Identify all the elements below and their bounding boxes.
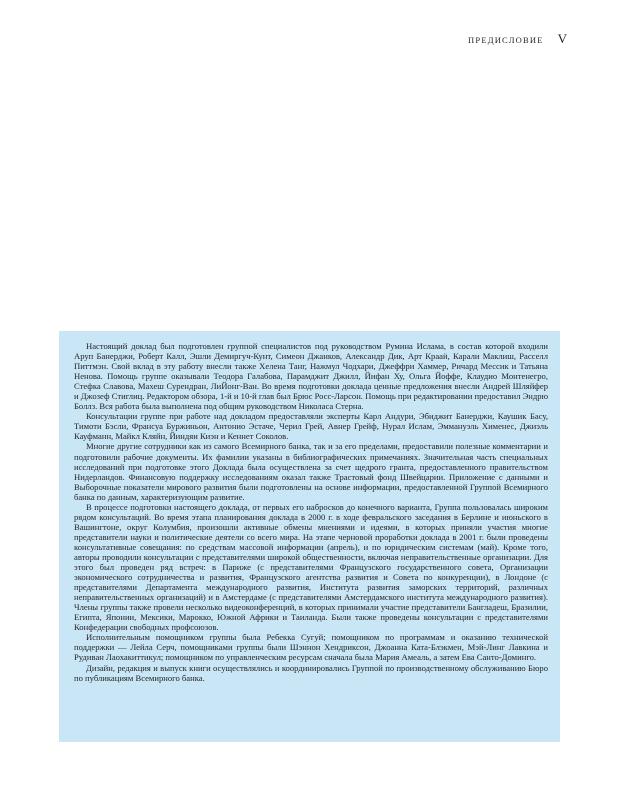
acknowledgements-box xyxy=(59,331,560,742)
acknowledgements-paragraph: Дизайн, редакция и выпуск книги осуществлялись и координировались Группой по производственному обслуживанию Бюро по публикациям Всемирного банка. xyxy=(74,662,548,683)
section-title: ПРЕДИСЛОВИЕ xyxy=(468,35,544,45)
acknowledgements-paragraph: Многие другие сотрудники как из самого Всемирного банка, так и за его пределами, предоставили полезные комментарии и подготовили рабочие документы. Их фамилии указаны в библиографических примечаниях. Значительная часть специальных исследований при подготовке этого Доклада была осуществлена за счет щедрого гранта, предоставленного правительством Нидерландов. Финансовую поддержку исследованиям оказал также Трастовый фонд Швейцарии. Приложение с данными и Выборочные показатели мирового развития были подготовлены на основе информации, предоставленной Группой Всемирного банка по данным, характеризующим развитие. xyxy=(74,441,548,502)
acknowledgements-paragraph: В процессе подготовки настоящего доклада, от первых его набросков до конечного варианта, Группа пользовалась широким рядом консультаций. Во время этапа планирования доклада в 2000 г. в ходе февральского заседания в Берлине и июньского в Вашингтоне, округ Колумбия, произошли активные обмены мнениями и идеями, в которых приняли участия многие представители науки и политические деятели со всего мира. На этапе черновой проработки доклада в 2001 г. были проведены консультативные совещания: по средствам массовой информации (апрель), и по юридическим системам (май). Кроме того, авторы проводили консультации с представителями широкой общественности, включая неправительственные организации. Для этого был проведен ряд встреч: в Париже (с представителями Французского государственного совета, Организации экономического сотрудничества и развития, Французского агентства развития и Совета по конкуренции), в Лондоне (с представителями Департамента международного развития, Института развития заморских территорий, различных неправительственных организаций) и в Амстердаме (с представителями Амстердамского института международного развития). Члены группы также провели несколько видеоконференций, в которых принимали участие представители Бангладеш, Бразилии, Египта, Японии, Мексики, Марокко, Южной Африки и Таиланда. Были также проведены консультации с представителями Конфедерации свободных профсоюзов. xyxy=(74,501,548,633)
page-number: V xyxy=(557,31,567,46)
acknowledgements-paragraph: Консультации группе при работе над докладом предоставляли эксперты Карл Андури, Эбиджит Банерджи, Каушик Басу, Тимоти Бэсли, Франсуа Буржиньон, Антонио Эстаче, Черил Грей, Авнер Грейф, Нурал Ислам, Эммануэль Хименес, Джиэль Кауфманн, Майкл Кляйн, Йиндяи Киэн и Кеннет Соколов. xyxy=(74,411,548,442)
acknowledgements-paragraph: Исполнительным помощником группы была Ребекка Сугуй; помощником по программам и оказанию технической поддержки — Лейла Серч, помощниками группы были Шэннон Хендриксон, Джоанна Ката-Блэкмен, Мэй-Линг Лавкина и Рудиван Лаохакиттикул; помощником по управленческим ресурсам сначала была Мария Амеаль, а затем Ева Санто-Доминго. xyxy=(74,632,548,663)
running-head xyxy=(468,31,567,47)
acknowledgements-paragraph: Настоящий доклад был подготовлен группой специалистов под руководством Румина Ислама, в состав которой входили Аруп Банерджи, Роберт Калл, Эшли Демиргуч-Кунт, Симеон Джанков, Александр Дик, Арт Крааӥ, Карали Маклиш, Расселл Питтмэн. Свой вклад в эту работу внесли также Хелена Танг, Нажмул Чодхари, Джеффри Хаммер, Ричард Мессик и Татьяна Ненова. Помощь группе оказывали Теодора Галабова, Парамджит Джилл, Йифан Ху, Ольга Йоффе, Клаудио Монтенегро, Стефка Славова, Махеш Сурендран, ЛиЙонг-Ван. Во время подготовки доклада ценные предложения внесли Андрей Шляйфер и Джозеф Стиглиц. Редактором обзора, 1-й и 10-й глав был Брюс Росс-Ларсон. Помощь при редактировании предоставил Эндрю Боллз. Вся работа была выполнена под общим руководством Николаса Стерна. xyxy=(74,341,548,412)
